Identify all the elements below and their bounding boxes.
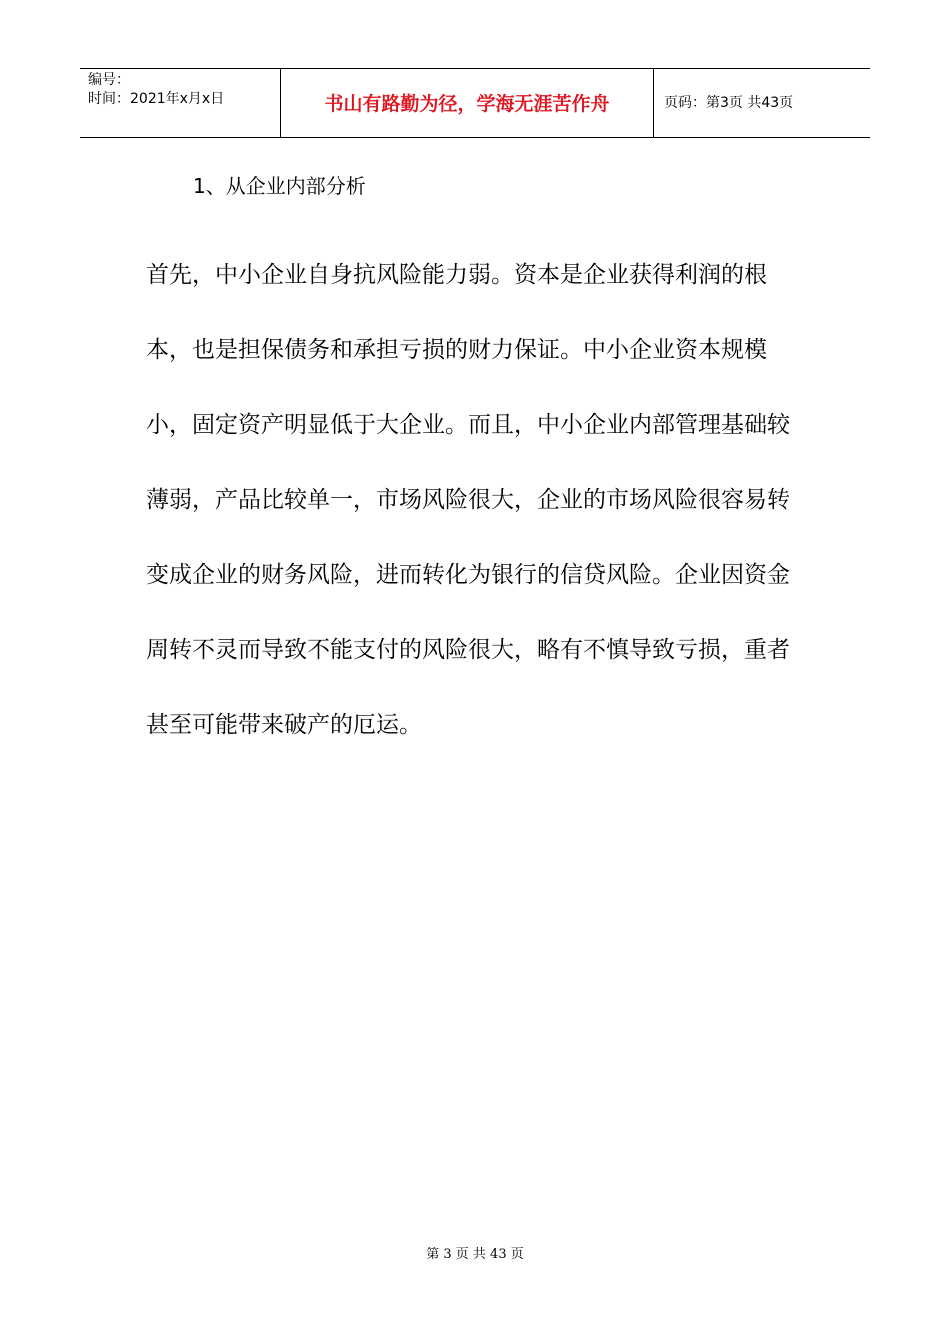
motto-text: 书山有路勤为径，学海无涯苦作舟 bbox=[324, 93, 610, 115]
serial-number-label: 编号： bbox=[88, 72, 130, 88]
body-paragraph: 首先，中小企业自身抗风险能力弱。资本是企业获得利润的根本，也是担保债务和承担亏损的财力保证。中小企业资本规模小，固定资产明显低于大企业。而且，中小企业内部管理基础较薄弱，产品比较单一，市场风险很大，企业的市场风险很容易转变成企业的财务风险，进而转化为银行的信贷风险。企业因资金周转不灵而导致不能支付的风险很大，略有不慎导致亏损，重者甚至可能带来破产的厄运。 bbox=[146, 262, 790, 738]
document-header bbox=[80, 68, 870, 138]
header-motto-cell bbox=[281, 69, 654, 137]
page-footer: 第 3 页 共 43 页 bbox=[426, 1247, 524, 1262]
page-info: 页码：第3页 共43页 bbox=[664, 95, 794, 111]
section-heading: 1、从企业内部分析 bbox=[193, 174, 366, 198]
header-left-cell bbox=[80, 69, 281, 137]
header-page-cell bbox=[654, 69, 870, 137]
date-label: 时间：2021年x月x日 bbox=[88, 91, 225, 107]
